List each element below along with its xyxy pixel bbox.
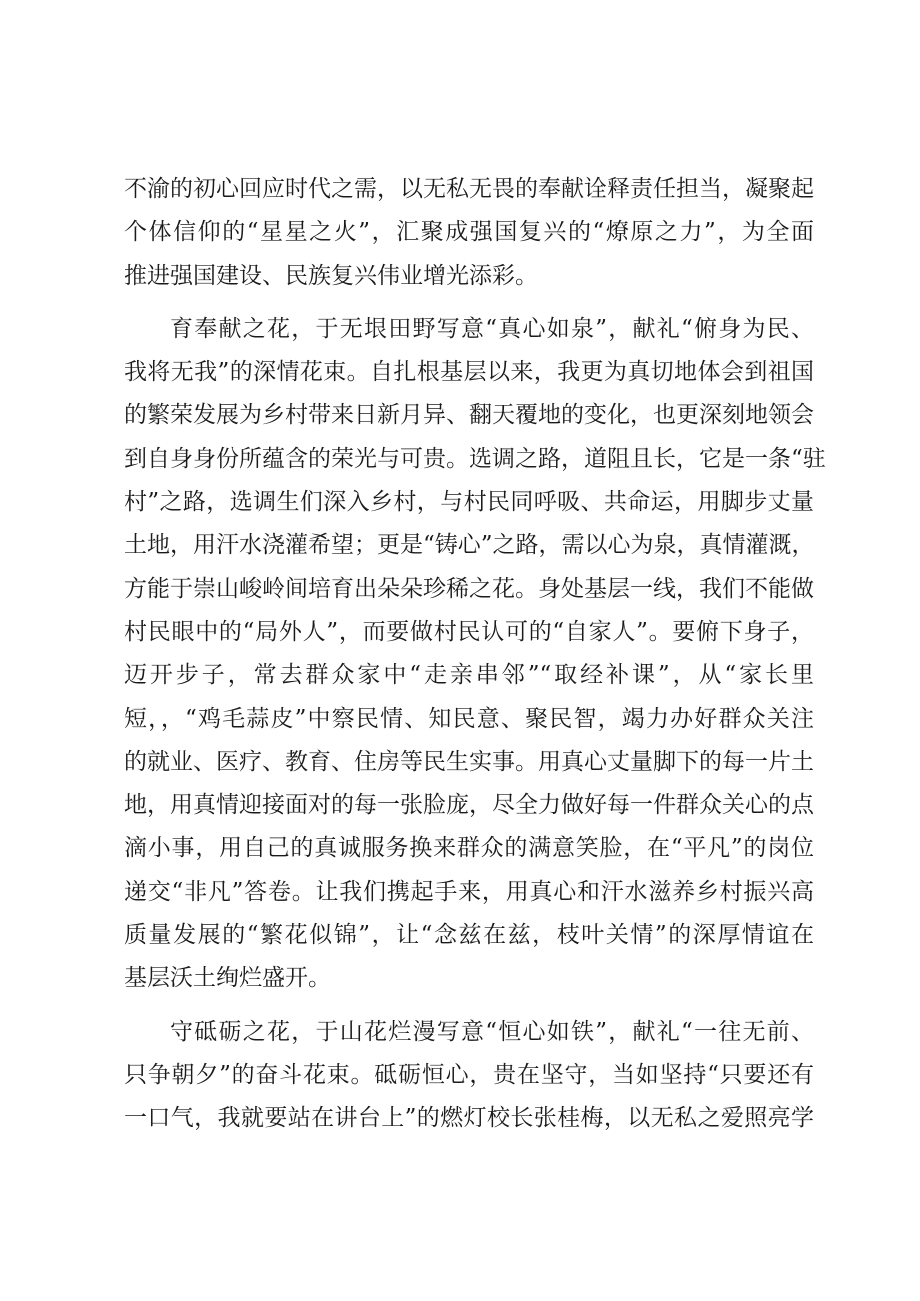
text-line: 递交“非凡”答卷。让我们携起手来，用真心和汗水滋养乡村振兴高 bbox=[124, 878, 814, 905]
paragraph-2 bbox=[124, 308, 826, 1001]
text-line: 推进强国建设、民族复兴伟业增光添彩。 bbox=[124, 262, 538, 289]
text-line: 地，用真情迎接面对的每一张脸庞，尽全力做好每一件群众关心的点 bbox=[124, 792, 814, 819]
text-line: 育奉献之花，于无垠田野写意“真心如泉”，献礼“俯身为民、 bbox=[170, 315, 814, 342]
text-line: 一口气，我就要站在讲台上”的燃灯校长张桂梅，以无私之爱照亮学 bbox=[124, 1105, 814, 1132]
text-line: 的繁荣发展为乡村带来日新月异、翻天覆地的变化，也更深刻地领会 bbox=[124, 402, 814, 429]
text-line: 守砥砺之花，于山花烂漫写意“恒心如铁”，献礼“一往无前、 bbox=[170, 1018, 814, 1045]
text-line: 到自身身份所蕴含的荣光与可贵。选调之路，道阻且长，它是一条“驻 bbox=[124, 445, 826, 472]
paragraph-1 bbox=[124, 168, 814, 298]
text-line: 短，，“鸡毛蒜皮”中察民情、知民意、聚民智，竭力办好群众关注 bbox=[124, 705, 814, 732]
text-line: 土地，用汗水浇灌希望；更是“铸心”之路，需以心为泉，真情灌溉， bbox=[124, 532, 815, 559]
text-line: 村”之路，选调生们深入乡村，与村民同呼吸、共命运，用脚步丈量 bbox=[124, 489, 814, 516]
text-line: 个体信仰的“星星之火”，汇聚成强国复兴的“燎原之力”，为全面 bbox=[124, 219, 814, 246]
text-line: 的就业、医疗、教育、住房等民生实事。用真心丈量脚下的每一片土 bbox=[124, 748, 814, 775]
text-line: 质量发展的“繁花似锦”，让“念兹在兹，枝叶关情”的深厚情谊在 bbox=[124, 922, 814, 949]
text-line: 基层沃土绚烂盛开。 bbox=[124, 965, 331, 992]
text-line: 迈开步子，常去群众家中“走亲串邻”“取经补课”，从“家长里 bbox=[124, 662, 814, 689]
text-line: 滴小事，用自己的真诚服务换来群众的满意笑脸，在“平凡”的岗位 bbox=[124, 835, 814, 862]
text-line: 只争朝夕”的奋斗花束。砥砺恒心，贵在坚守，当如坚持“只要还有 bbox=[124, 1061, 814, 1088]
text-line: 不渝的初心回应时代之需，以无私无畏的奉献诠释责任担当，凝聚起 bbox=[124, 176, 814, 202]
text-line: 我将无我”的深情花束。自扎根基层以来，我更为真切地体会到祖国 bbox=[124, 359, 814, 386]
text-line: 村民眼中的“局外人”，而要做村民认可的“自家人”。要俯下身子， bbox=[124, 618, 814, 645]
paragraph-3 bbox=[124, 1011, 814, 1141]
body-text bbox=[124, 168, 826, 1141]
text-line: 方能于崇山峻岭间培育出朵朵珍稀之花。身处基层一线，我们不能做 bbox=[124, 575, 814, 602]
